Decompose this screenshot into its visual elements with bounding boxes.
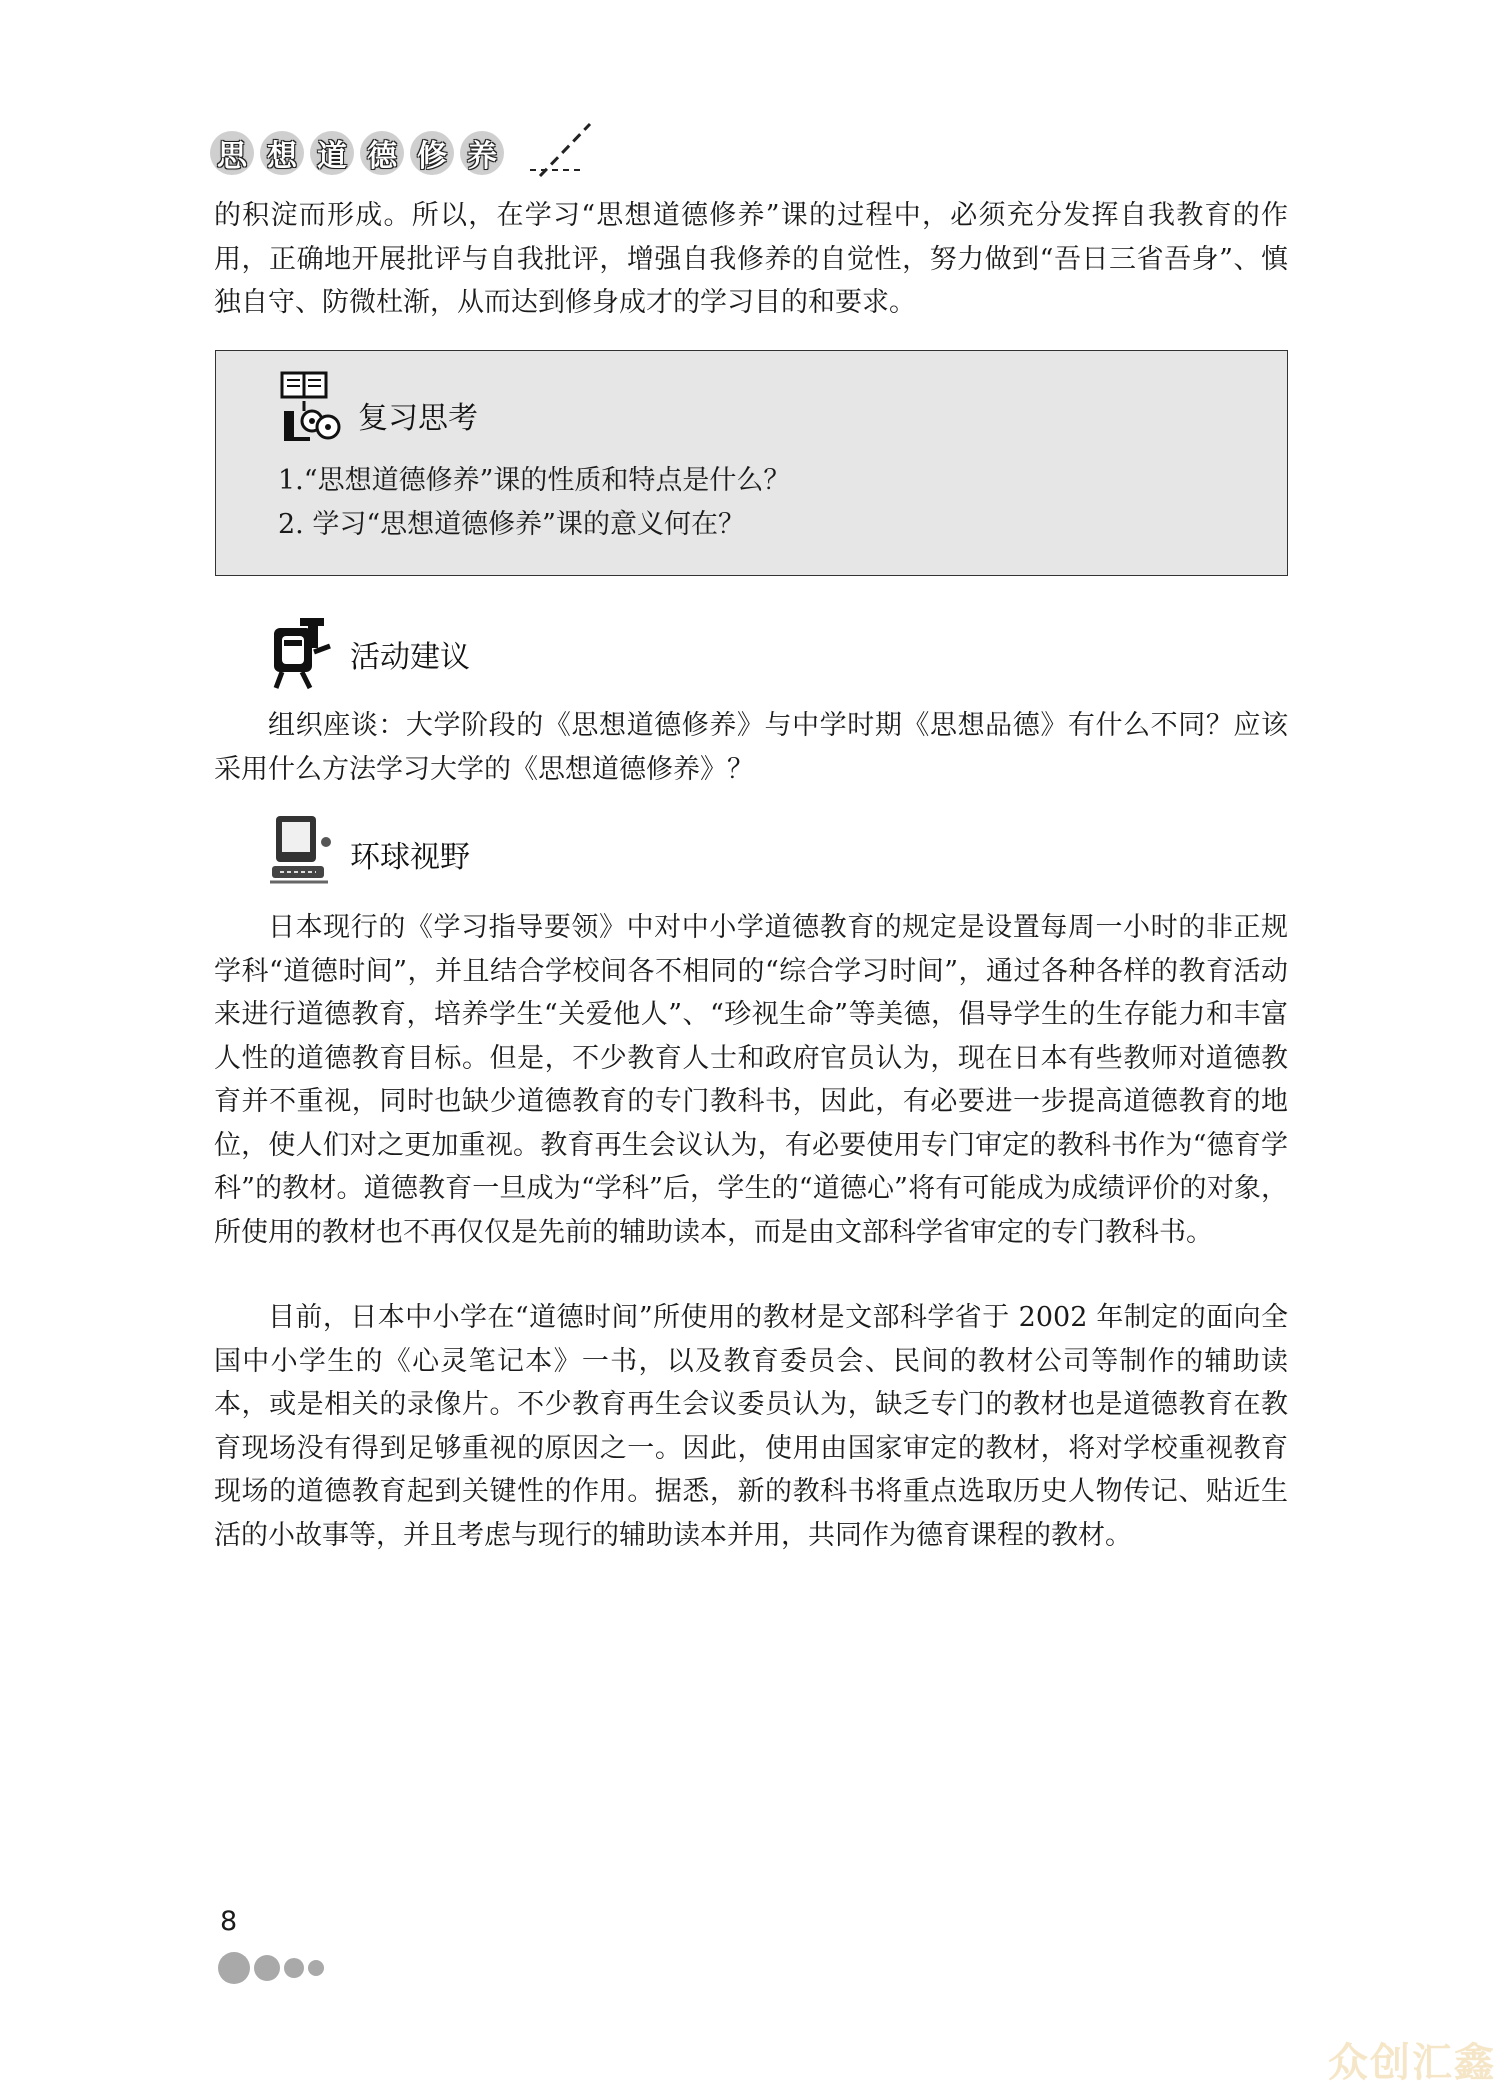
header-char: 道 [310, 131, 354, 175]
header-char: 思 [210, 131, 254, 175]
footer-dots-decoration [218, 1952, 324, 1984]
activity-paragraph: 组织座谈：大学阶段的《思想道德修养》与中学时期《思想品德》有什么不同？应该采用什么方法学习大学的《思想道德修养》？ [214, 710, 1288, 785]
header-slash-decoration [530, 120, 600, 180]
footer-dot [284, 1958, 304, 1978]
activity-figure-icon [270, 616, 334, 690]
running-header [210, 128, 504, 178]
header-char: 修 [410, 131, 454, 175]
header-char: 想 [260, 131, 304, 175]
watermark: 众创汇鑫 [1328, 2040, 1496, 2086]
footer-dot [254, 1955, 280, 1981]
header-char: 养 [460, 131, 504, 175]
page-number: 8 [220, 1906, 238, 1937]
footer-dot [218, 1952, 250, 1984]
global-paragraph: 目前，日本中小学在“道德时间”所使用的教材是文部科学省于 2002 年制定的面向全国中小学生的《心灵笔记本》一书，以及教育委员会、民间的教材公司等制作的辅助读本，或是相关的录像片。不少教育再生会议委员认为，缺乏专门的教材也是道德教育在教育现场没有得到足够重视的原因之一。因此，使用由国家审定的教材，将对学校重视教育现场的道德教育起到关键性的作用。据悉，新的教科书将重点选取历史人物传记、贴近生活的小故事等，并且考虑与现行的辅助读本并用，共同作为德育课程的教材。 [214, 1302, 1288, 1551]
review-title: 复习思考 [358, 401, 478, 436]
review-box [215, 350, 1288, 576]
activity-title: 活动建议 [350, 640, 470, 675]
global-paragraph: 日本现行的《学习指导要领》中对中小学道德教育的规定是设置每周一小时的非正规学科“道德时间”，并且结合学校间各不相同的“综合学习时间”，通过各种各样的教育活动来进行道德教育，培养学生“关爱他人”、“珍视生命”等美德，倡导学生的生存能力和丰富人性的道德教育目标。但是，不少教育人士和政府官员认为，现在日本有些教师对道德教育并不重视，同时也缺少道德教育的专门教科书，因此，有必要进一步提高道德教育的地位，使人们对之更加重视。教育再生会议认为，有必要使用专门审定的教科书作为“德育学科”的教材。道德教育一旦成为“学科”后，学生的“道德心”将有可能成为成绩评价的对象，所使用的教材也不再仅仅是先前的辅助读本，而是由文部科学省审定的专门教科书。 [214, 912, 1288, 1248]
header-char: 德 [360, 131, 404, 175]
review-question: 1.“思想道德修养”课的性质和特点是什么？ [278, 465, 791, 496]
footer-dot [308, 1960, 324, 1976]
computer-icon [268, 812, 332, 886]
global-title: 环球视野 [350, 840, 470, 875]
book-reader-icon [278, 367, 348, 445]
review-question: 2. 学习“思想道德修养”课的意义何在？ [278, 509, 745, 540]
intro-paragraph: 的积淀而形成。所以，在学习“思想道德修养”课的过程中，必须充分发挥自我教育的作用，正确地开展批评与自我批评，增强自我修养的自觉性，努力做到“吾日三省吾身”、慎独自守、防微杜渐，从而达到修身成才的学习目的和要求。 [214, 200, 1288, 318]
header-title [210, 131, 504, 175]
